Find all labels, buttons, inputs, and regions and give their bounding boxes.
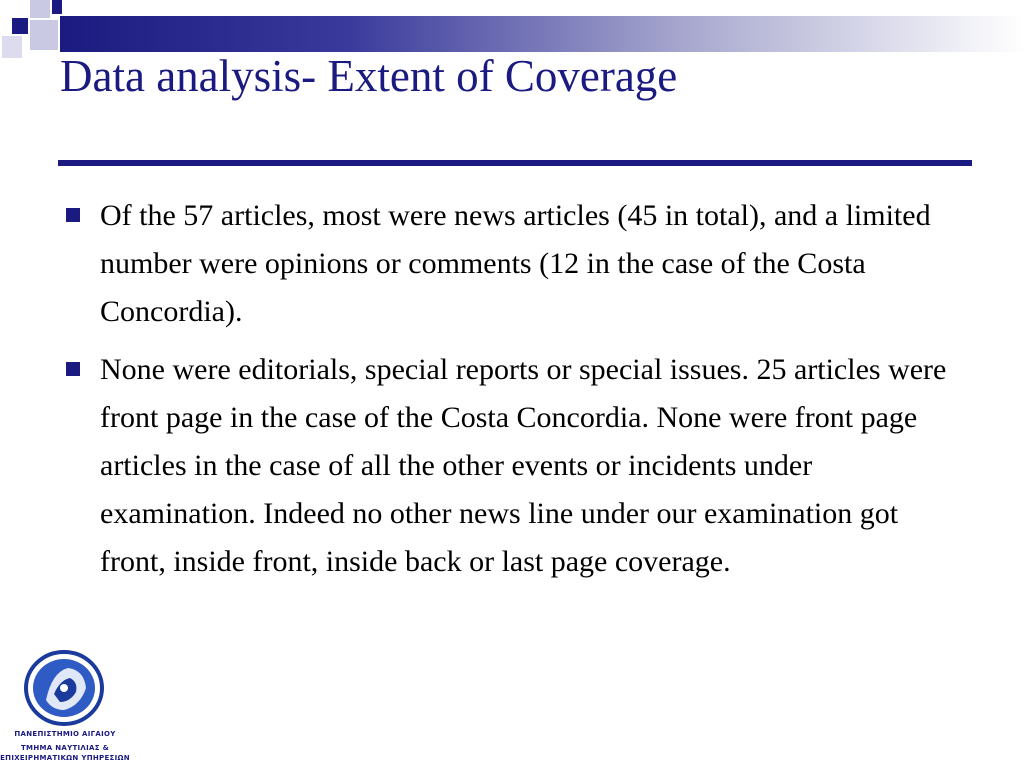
decor-square <box>2 36 22 58</box>
bullet-text: Of the 57 articles, most were news articles (45 in total), and a limited number were opinions or comments (12 in the case of the Costa Concordia). <box>100 199 931 328</box>
decor-square <box>52 0 62 14</box>
title-underline <box>58 160 972 166</box>
square-bullet-icon <box>66 208 80 222</box>
square-bullet-icon <box>66 362 80 376</box>
header-gradient-bar <box>60 16 1024 52</box>
bullet-item <box>66 192 956 336</box>
logo-caption-department: ΤΜΗΜΑ ΝΑΥΤΙΛΙΑΣ & <box>20 744 109 752</box>
decor-square <box>30 20 58 50</box>
bullet-list <box>66 192 956 596</box>
decor-square <box>0 0 10 10</box>
logo-caption-university: ΠΑΝΕΠΙΣΤΗΜΙΟ ΑΙΓΑΙΟΥ <box>14 730 116 738</box>
slide-title: Data analysis- Extent of Coverage <box>60 51 678 101</box>
bullet-item <box>66 346 956 586</box>
bullet-text: None were editorials, special reports or special issues. 25 articles were front page in the case of the Costa Concordia. None were front page articles in the case of all the other events or incidents under examination. Indeed no other news line under our examination got front, inside front, inside back or last page coverage. <box>100 353 947 578</box>
decor-square <box>30 0 50 18</box>
university-logo <box>0 648 130 768</box>
logo-caption-services: ΕΠΙΧΕΙΡΗΜΑΤΙΚΩΝ ΥΠΗΡΕΣΙΩΝ <box>0 754 130 762</box>
university-seal-icon <box>0 648 130 738</box>
decor-square <box>12 18 28 34</box>
